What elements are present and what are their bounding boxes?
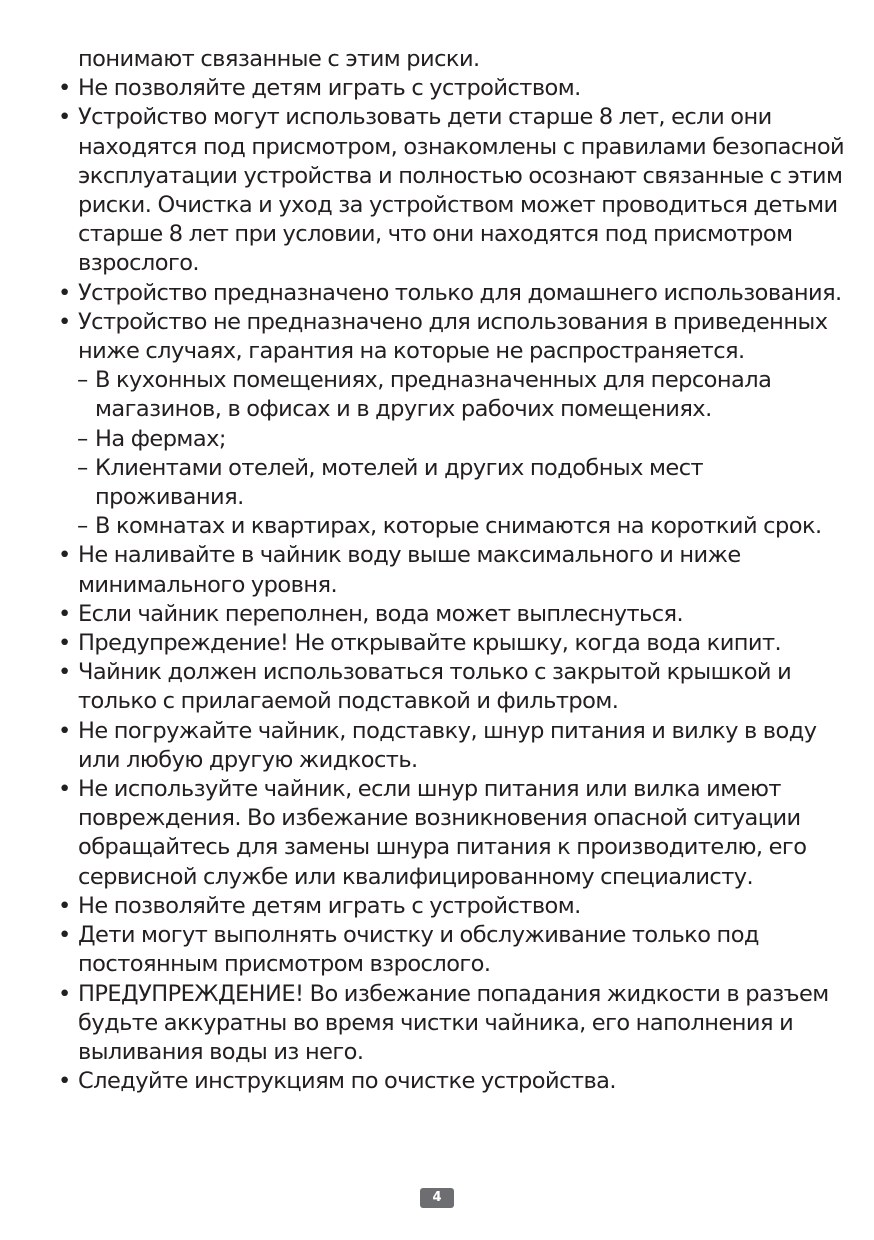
list-item-text: Если чайник переполнен, вода может выплеснуться. — [78, 600, 684, 627]
list-item-text: Устройство могут использовать дети старше 8 лет, если они находятся под присмотром, ознакомлены с правилами безопасной эксплуатации устройства и полностью осознают связанные с этим риски. Очистка и уход за устройством может проводиться детьми старше 8 лет при условии, что они находятся под присмотром взрослого. — [78, 104, 845, 277]
list-item — [58, 658, 848, 716]
list-item-text: Дети могут выполнять очистку и обслуживание только под постоянным присмотром взрослого. — [78, 922, 759, 978]
list-item — [58, 980, 848, 1068]
dash-icon: – — [77, 367, 88, 394]
list-item-text: ПРЕДУПРЕЖДЕНИЕ! Во избежание попадания жидкости в разъем будьте аккуратны во время чистки чайника, его наполнения и выливания воды из него. — [78, 980, 829, 1065]
bullet-icon: • — [58, 892, 71, 919]
sub-list-item-text: В комнатах и квартирах, которые снимаются на короткий срок. — [95, 513, 822, 540]
list-item — [58, 600, 848, 629]
list-item-text: Устройство предназначено только для домашнего использования. — [78, 279, 842, 306]
safety-instructions — [58, 45, 848, 1096]
list-item-text: Следуйте инструкциям по очистке устройства. — [78, 1068, 616, 1095]
bullet-icon: • — [58, 980, 71, 1007]
list-item-text: Не позволяйте детям играть с устройством. — [78, 75, 581, 102]
list-item-text: Не позволяйте детям играть с устройством. — [78, 892, 581, 919]
bullet-icon: • — [58, 659, 71, 686]
list-item-text: Не погружайте чайник, подставку, шнур питания и вилку в воду или любую другую жидкость. — [78, 717, 817, 773]
sub-list-item-text: В кухонных помещениях, предназначенных для персонала магазинов, в офисах и в других рабочих помещениях. — [95, 367, 772, 423]
list-item-text: Чайник должен использоваться только с закрытой крышкой и только с прилагаемой подставкой и фильтром. — [78, 659, 792, 715]
sub-list-item — [58, 366, 848, 424]
bullet-icon: • — [58, 75, 71, 102]
sub-list-item-text: Клиентами отелей, мотелей и других подобных мест проживания. — [95, 454, 704, 511]
list-item — [58, 921, 848, 979]
bullet-icon: • — [58, 600, 71, 627]
sub-list-item — [58, 425, 848, 454]
dash-icon: – — [77, 513, 88, 540]
list-item — [58, 717, 848, 775]
list-item-text: Не используйте чайник, если шнур питания или вилка имеют повреждения. Во избежание возникновения опасной ситуации обращайтесь для замены шнура питания к производителю, его сервисной службе или квалифицированному специалисту. — [78, 776, 807, 890]
list-item-text: Не наливайте в чайник воду выше максимального и ниже минимального уровня. — [78, 542, 741, 598]
sub-list-item — [58, 512, 848, 541]
bullet-icon: • — [58, 279, 71, 306]
continuation-text: понимают связанные с этим риски. — [78, 46, 480, 72]
list-item-text: Предупреждение! Не открывайте крышку, когда вода кипит. — [78, 630, 782, 657]
list-item-text: Устройство не предназначено для использования в приведенных ниже случаях, гарантия на которые не распространяется. — [78, 308, 828, 365]
instruction-list — [58, 74, 848, 1096]
bullet-icon: • — [58, 922, 71, 949]
bullet-icon: • — [58, 308, 71, 335]
list-item — [58, 1067, 848, 1096]
sub-list-item-text: На фермах; — [95, 425, 226, 452]
list-item — [58, 629, 848, 658]
dash-icon: – — [77, 425, 88, 452]
list-item — [58, 103, 848, 278]
list-item — [58, 775, 848, 892]
bullet-icon: • — [58, 104, 71, 131]
dash-icon: – — [77, 454, 88, 481]
list-item — [58, 279, 848, 308]
list-item — [58, 541, 848, 599]
list-item — [58, 892, 848, 921]
page-number: 4 — [420, 1188, 454, 1208]
list-item — [58, 308, 848, 366]
bullet-icon: • — [58, 1068, 71, 1095]
bullet-icon: • — [58, 776, 71, 803]
sub-list-item — [58, 454, 848, 512]
bullet-icon: • — [58, 717, 71, 744]
list-item — [58, 74, 848, 103]
bullet-icon: • — [58, 542, 71, 569]
bullet-icon: • — [58, 630, 71, 657]
